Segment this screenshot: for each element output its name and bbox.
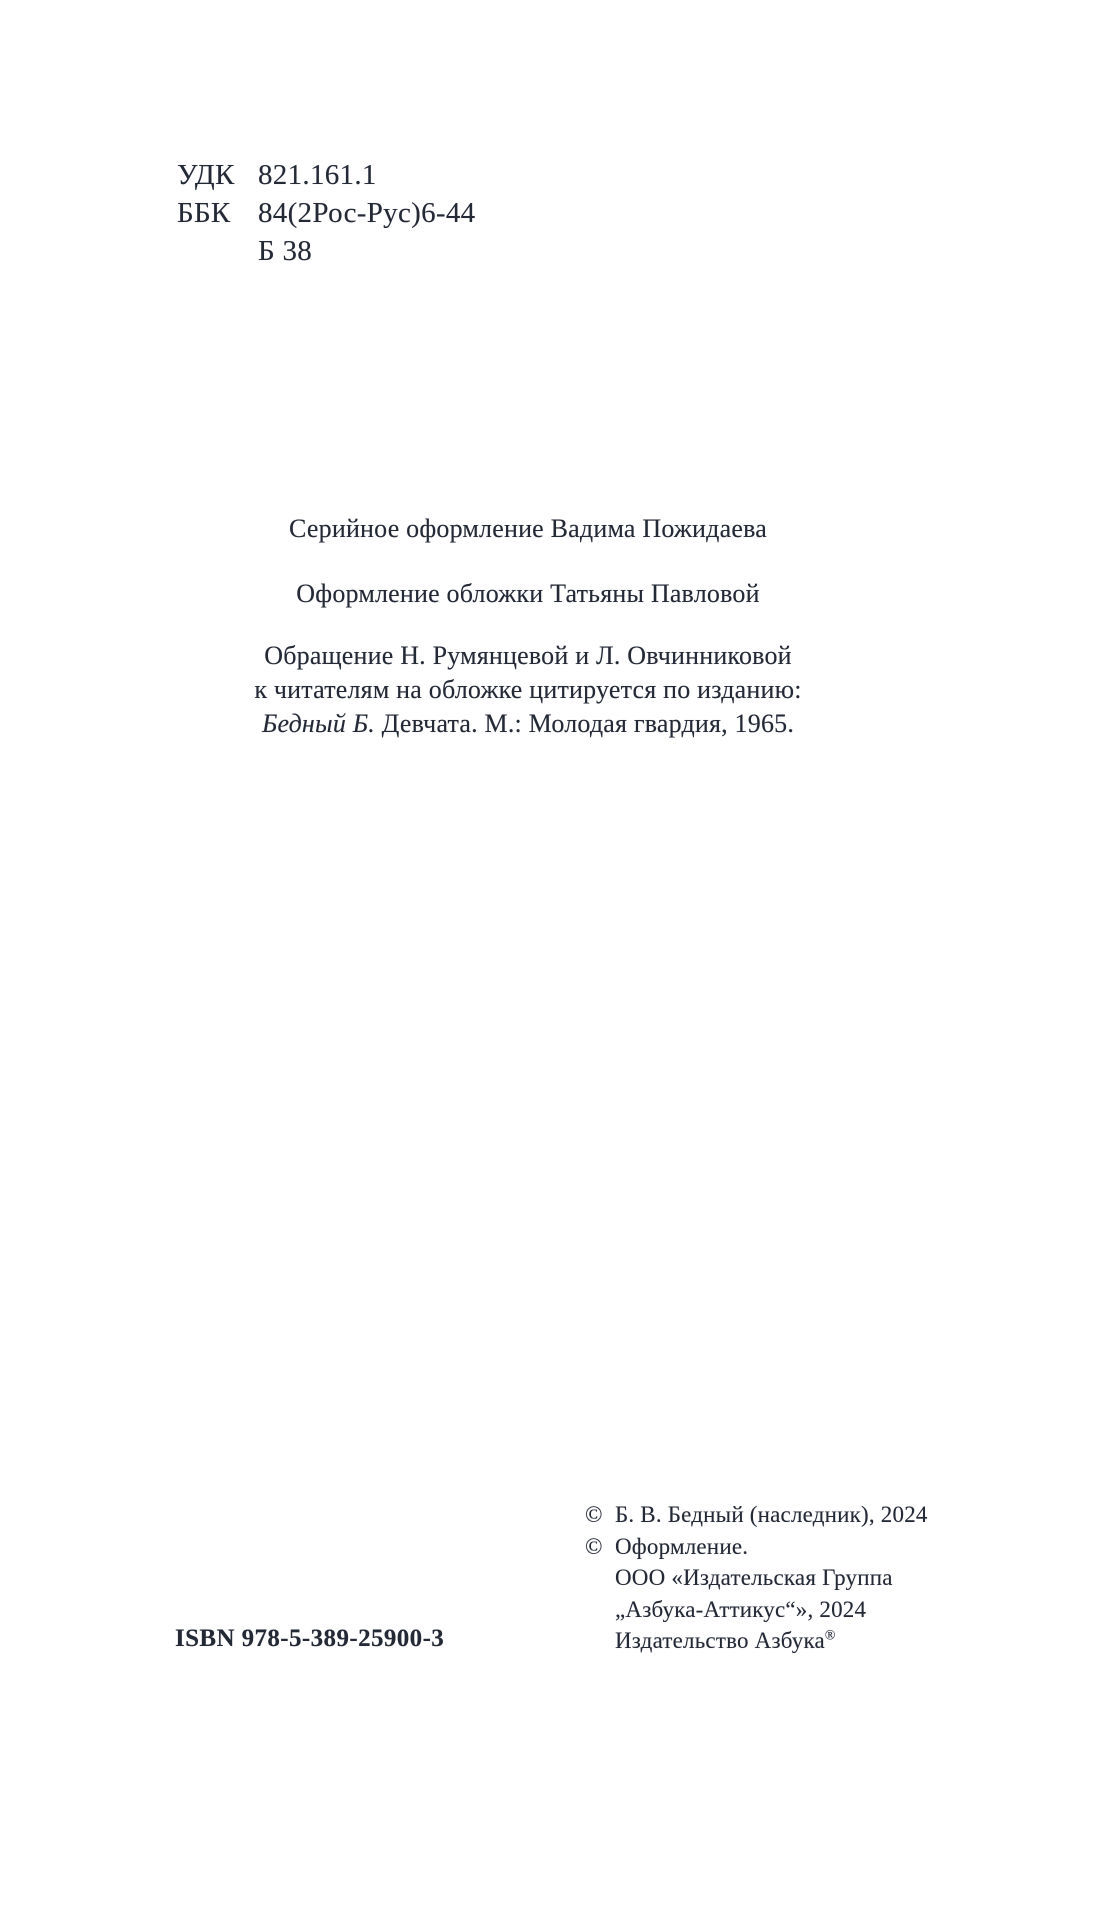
registered-trademark-symbol: ® [824,1627,836,1643]
cataloging-block [177,156,475,270]
credits-block [0,512,1056,741]
citation-rest: Девчата. М.: Молодая гвардия, 1965. [374,709,795,738]
udk-value: 821.161.1 [258,159,377,191]
copyright-symbol-spacer [585,1594,615,1626]
copyright-design-text: Оформление. [615,1533,749,1559]
copyright-author-text: Б. В. Бедный (наследник), 2024 [615,1502,928,1527]
copyright-line-publisher-group-2 [585,1594,928,1626]
copyright-symbol-spacer [585,1562,615,1594]
copyright-line-publisher-group-1 [585,1562,928,1594]
citation-author: Бедный Б. [261,709,375,738]
copyright-symbol: © [585,1533,603,1559]
copyright-block [585,1499,928,1657]
publisher-brand-name: Издательство Азбука [615,1628,825,1653]
citation-note-line-2: к читателям на обложке цитируется по изданию: [254,675,802,704]
author-sign-spacer [177,232,258,270]
citation-note-line-1: Обращение Н. Румянцевой и Л. Овчинниковой [264,641,792,670]
author-sign-row [177,232,475,270]
citation-note [0,639,1056,741]
publisher-group-text-2: „Азбука-Аттикус“», 2024 [615,1596,867,1622]
publisher-group-text-1: ООО «Издательская Группа [615,1565,893,1590]
bbk-row [177,194,475,232]
bbk-label: ББК [177,197,231,229]
isbn-number: ISBN 978-5-389-25900-3 [175,1625,445,1652]
author-sign-value: Б 38 [258,235,313,267]
udk-label: УДК [177,159,235,191]
citation-note-line-3 [0,707,1056,741]
series-design-credit: Серийное оформление Вадима Пожидаева [289,514,767,543]
copyright-symbol: © [585,1502,603,1527]
copyright-line-publisher-brand [585,1625,928,1657]
udk-row [177,156,475,194]
copyright-line-author [585,1499,928,1531]
copyright-line-design [585,1531,928,1563]
publisher-brand-text [615,1625,836,1657]
cover-design-credit: Оформление обложки Татьяны Павловой [296,579,760,608]
copyright-symbol-spacer [585,1625,615,1657]
bbk-value: 84(2Рос-Рус)6-44 [258,197,476,229]
